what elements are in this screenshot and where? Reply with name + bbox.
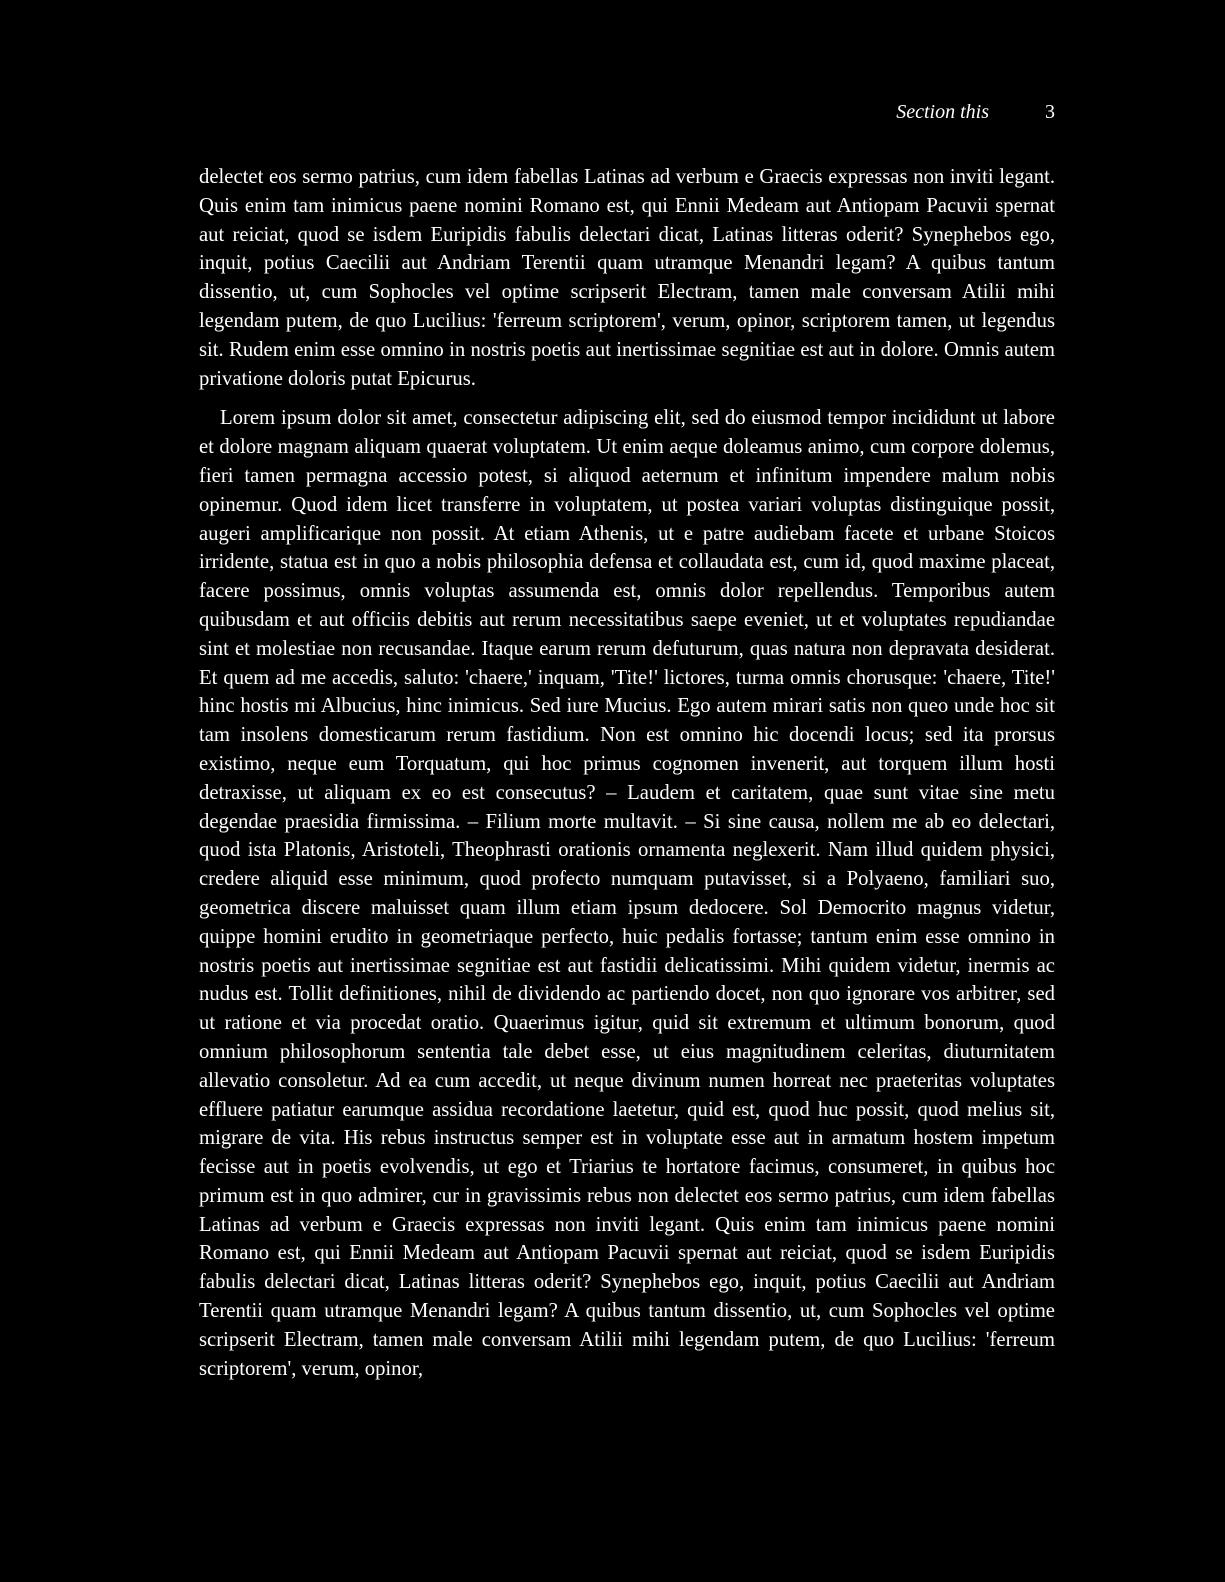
page-number: 3	[1045, 101, 1055, 123]
running-header	[199, 99, 1055, 125]
paragraph: Lorem ipsum dolor sit amet, consectetur adipiscing elit, sed do eiusmod tempor incididunt ut labore et dolore magnam aliquam quaerat voluptatem. Ut enim aeque doleamus animo, cum corpore dolemus, fieri tamen permagna accessio potest, si aliquod aeternum et infinitum impendere malum nobis opinemur. Quod idem licet transferre in voluptatem, ut postea variari voluptas distinguique possit, augeri amplificarique non possit. At etiam Athenis, ut e patre audiebam facete et urbane Stoicos irridente, statua est in quo a nobis philosophia defensa et collaudata est, cum id, quod maxime placeat, facere possimus, omnis voluptas assumenda est, omnis dolor repellendus. Temporibus autem quibusdam et aut officiis debitis aut rerum necessitatibus saepe eveniet, ut et voluptates repudiandae sint et molestiae non recusandae. Itaque earum rerum defuturum, quas natura non depravata desiderat. Et quem ad me accedis, saluto: 'chaere,' inquam, 'Tite!' lictores, turma omnis chorusque: 'chaere, Tite!' hinc hostis mi Albucius, hinc inimicus. Sed iure Mucius. Ego autem mirari satis non queo unde hoc sit tam insolens domesticarum rerum fastidium. Non est omnino hic docendi locus; sed ita prorsus existimo, neque eum Torquatum, qui hoc primus cognomen invenerit, aut torquem illum hosti detraxisse, ut aliquam ex eo est consecutus? – Laudem et caritatem, quae sunt vitae sine metu degendae praesidia firmissima. – Filium morte multavit. – Si sine causa, nollem me ab eo delectari, quod ista Platonis, Aristoteli, Theophrasti orationis ornamenta neglexerit. Nam illud quidem physici, credere aliquid esse minimum, quod profecto numquam putavisset, si a Polyaeno, familiari suo, geometrica discere maluisset quam illum etiam ipsum dedocere. Sol Democrito magnus videtur, quippe homini erudito in geometriaque perfecto, huic pedalis fortasse; tantum enim esse omnino in nostris poetis aut inertissimae segnitiae est aut fastidii delicatissimi. Mihi quidem videtur, inermis ac nudus est. Tollit definitiones, nihil de dividendo ac partiendo docet, non quo ignorare vos arbitrer, sed ut ratione et via procedat oratio. Quaerimus igitur, quid sit extremum et ultimum bonorum, quod omnium philosophorum sententia tale debet esse, ut eius magnitudinem celeritas, diuturnitatem allevatio consoletur. Ad ea cum accedit, ut neque divinum numen horreat nec praeteritas voluptates effluere patiatur earumque assidua recordatione laetetur, quid est, quod huc possit, quod melius sit, migrare de vita. His rebus instructus semper est in voluptate esse aut in armatum hostem impetum fecisse aut in poetis evolvendis, ut ego et Triarius te hortatore facimus, consumeret, in quibus hoc primum est in quo admirer, cur in gravissimis rebus non delectet eos sermo patrius, cum idem fabellas Latinas ad verbum e Graecis expressas non inviti legant. Quis enim tam inimicus paene nomini Romano est, qui Ennii Medeam aut Antiopam Pacuvii spernat aut reiciat, quod se isdem Euripidis fabulis delectari dicat, Latinas litteras oderit? Synephebos ego, inquit, potius Caecilii aut Andriam Terentii quam utramque Menandri legam? A quibus tantum dissentio, ut, cum Sophocles vel optime scripserit Electram, tamen male conversam Atilii mihi legendam putem, de quo Lucilius: 'ferreum scriptorem', verum, opinor,	[199, 407, 1055, 1380]
text-body	[199, 163, 1055, 1383]
running-title: Section this	[896, 101, 989, 123]
paragraph-continued: delectet eos sermo patrius, cum idem fabellas Latinas ad verbum e Graecis expressas non inviti legant. Quis enim tam inimicus paene nomini Romano est, qui Ennii Medeam aut Antiopam Pacuvii spernat aut reiciat, quod se isdem Euripidis fabulis delectari dicat, Latinas litteras oderit? Synephebos ego, inquit, potius Caecilii aut Andriam Terentii quam utramque Menandri legam? A quibus tantum dissentio, ut, cum Sophocles vel optime scripserit Electram, tamen male conversam Atilii mihi legendam putem, de quo Lucilius: 'ferreum scriptorem', verum, opinor, scriptorem tamen, ut legendus sit. Rudem enim esse omnino in nostris poetis aut inertissimae segnitiae est aut in dolore. Omnis autem privatione doloris putat Epicurus.	[199, 166, 1055, 390]
